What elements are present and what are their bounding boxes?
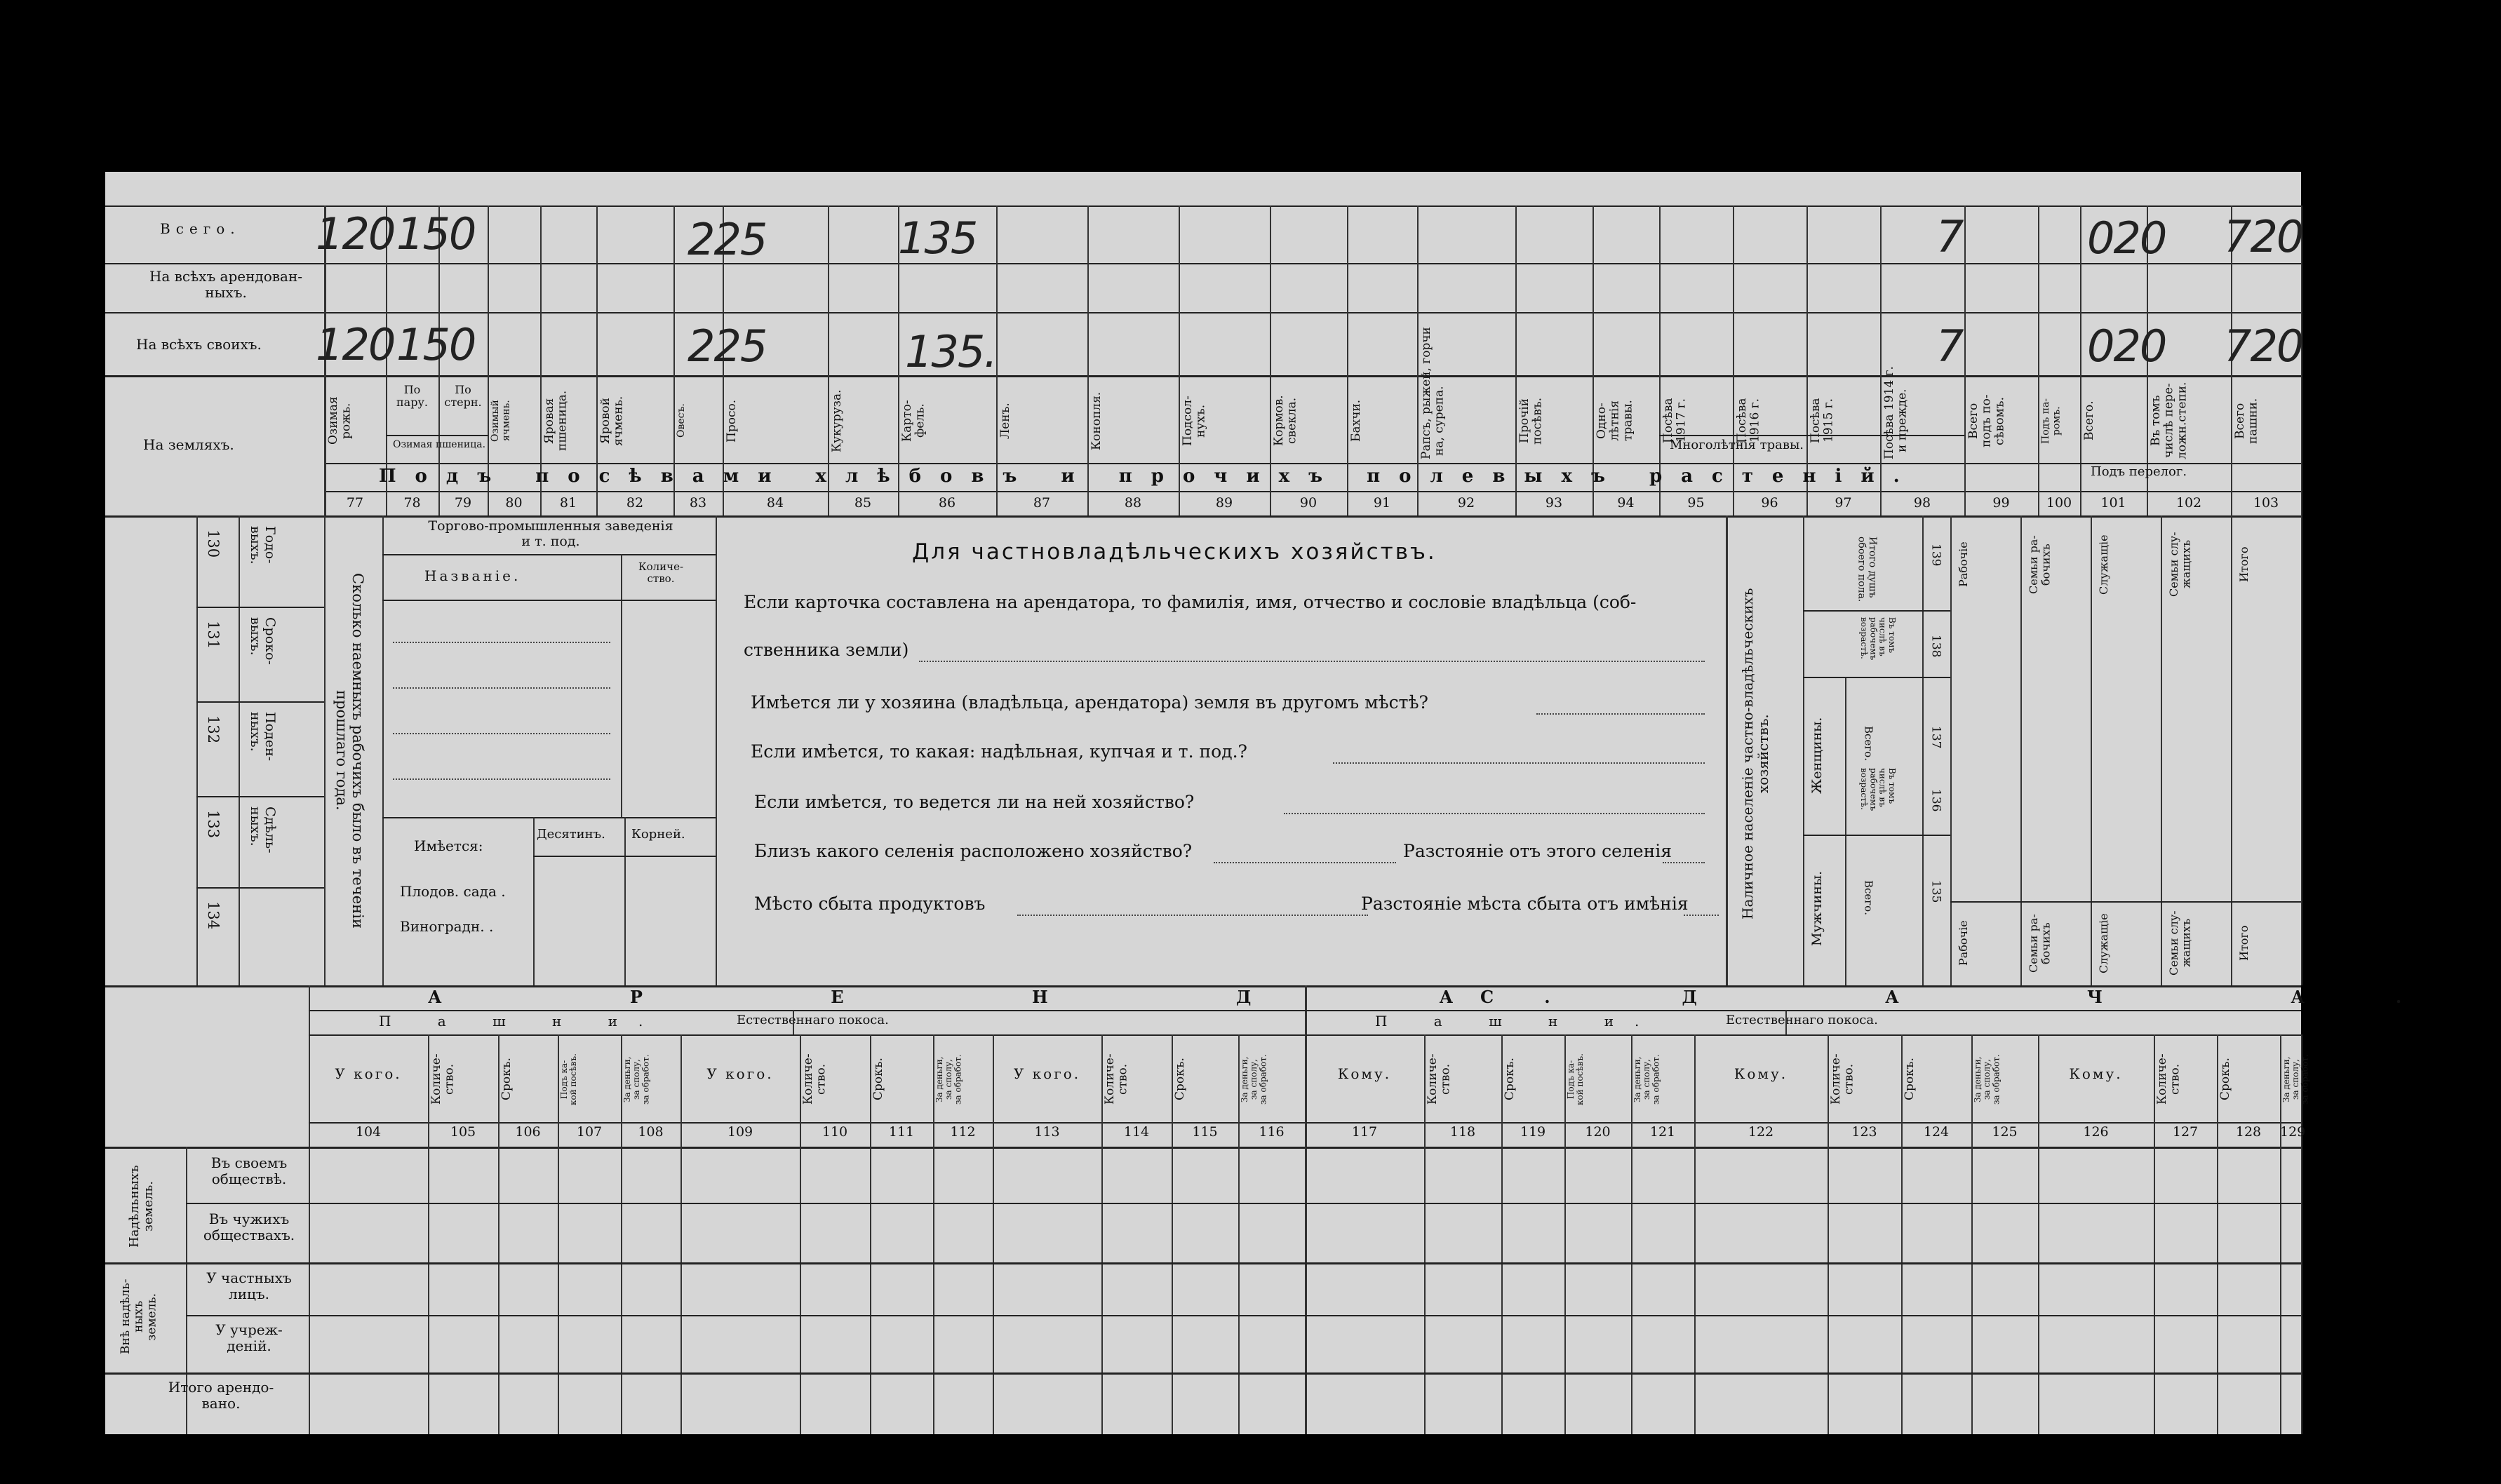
rule (105, 205, 2301, 207)
col-number-100: 100 (2046, 495, 2072, 511)
col-number-98: 98 (1913, 495, 1931, 511)
question-1a: Если карточка составлена на арендатора, то фамилія, имя, отчество и сословіе владѣльца (соб- (744, 592, 1637, 612)
hw-fallow-total: 150 (396, 208, 476, 259)
lease-col-number: 106 (515, 1124, 541, 1140)
workers-caption: Сколько наемныхъ рабочихъ было въ теченіи прошлаго года. (333, 572, 367, 929)
hw-pashnya-total: 720 (2224, 211, 2303, 262)
population-caption: Наличное населеніе частно-владѣльческихъ хозяйствъ. (1739, 588, 1771, 920)
trade-line (393, 642, 610, 643)
col-number-80: 80 (505, 495, 523, 511)
vineyard-label: Виноградн. . (400, 918, 494, 935)
worker-row-number: 130 (205, 529, 222, 558)
col-number-101: 101 (2100, 495, 2126, 511)
question-2: Имѣется ли у хозяина (владѣльца, арендатора) земля въ другомъ мѣстѣ? (751, 692, 1428, 713)
vne-label: Внѣ надѣль- ныхъ земель. (119, 1279, 159, 1355)
worker-row-label: Сдѣль- ныхъ. (247, 807, 278, 854)
rule (793, 1010, 794, 1034)
lease-header-qty: Количе- ство. (801, 1053, 829, 1105)
row-private: У частныхъ лицъ. (206, 1269, 292, 1302)
crop-header-6: Овесъ. (676, 403, 687, 438)
crop-header-20: Посѣва 1915 г. (1809, 398, 1836, 444)
lease-header-whom: Кому. (2069, 1065, 2123, 1082)
col-number-92: 92 (1457, 495, 1475, 511)
lease-header-who: У кого. (1013, 1065, 1081, 1082)
staff-header: Итого (2237, 546, 2251, 583)
lease-col-number: 105 (450, 1124, 476, 1140)
col-number-87: 87 (1033, 495, 1051, 511)
trade-line (393, 687, 610, 689)
lease-header-whom: Кому. (1734, 1065, 1788, 1082)
lease-col-number: 124 (1923, 1124, 1950, 1140)
lease-col-number: 117 (1351, 1124, 1378, 1140)
lease-col-number: 104 (355, 1124, 382, 1140)
staff-header: Семьи ра- бочихъ (2027, 535, 2053, 594)
answer-line (919, 661, 1705, 662)
rule (1803, 677, 1950, 678)
lease-header-qty: Количе- ство. (2155, 1053, 2182, 1105)
answer-line (1214, 862, 1396, 863)
rule (105, 312, 2301, 313)
rule (621, 554, 622, 817)
crop-header-12: Подсол- нухъ. (1181, 396, 1208, 446)
row-label-leased: На всѣхъ арендован- ныхъ. (149, 268, 303, 301)
rule (186, 1315, 2301, 1316)
rule (2080, 205, 2081, 515)
hw-rye-total: 120 (316, 208, 395, 259)
row-label-lands: На земляхъ. (143, 436, 234, 453)
arenda-title: А Р Е Н Д А. (428, 987, 1642, 1007)
staff-header: Семьи слу- жащихъ (2167, 532, 2193, 598)
rule (716, 515, 717, 985)
trade-line (393, 733, 610, 734)
rule (196, 607, 324, 608)
staff-header: Служащіе (2097, 534, 2110, 595)
staff-footer: Рабочіе (1957, 920, 1970, 966)
col-number-93: 93 (1545, 495, 1563, 511)
question-4: Если имѣется, то ведется ли на ней хозяйство? (754, 792, 1195, 812)
worker-row-label: Сроко- выхъ. (247, 617, 278, 665)
women-label: Женщины. (1809, 717, 1825, 795)
lease-col-number: 129 (2280, 1124, 2306, 1140)
pop-col-137: 137 (1929, 726, 1943, 749)
rule (2301, 515, 2302, 985)
lease-header-srok: Срокъ. (1173, 1058, 1187, 1101)
lease-header-dengi: За деньги, за сполу, за обработ. (1973, 1054, 2002, 1105)
rule (2091, 515, 2092, 985)
rule (196, 515, 198, 985)
rule (382, 817, 716, 818)
winter-wheat-label: Озимая пшеница. (393, 439, 486, 450)
row-total-leased: Итого арендо- вано. (168, 1379, 274, 1412)
crop-header-7: Просо. (725, 399, 739, 443)
lease-header-posev: Подъ ка- кой посѣвъ. (559, 1053, 579, 1105)
question-5b: Разстояніе отъ этого селенія (1403, 841, 1672, 861)
arenda-pokos: Естественнаго покоса. (737, 1013, 889, 1027)
row-other-societies: Въ чужихъ обществахъ. (203, 1210, 295, 1243)
hw-sown-own: 7 (1936, 321, 1963, 372)
sdacha-pashni: П а ш н и. (1375, 1013, 1661, 1030)
rule (382, 554, 716, 555)
col-number-85: 85 (854, 495, 872, 511)
rule (186, 1203, 2301, 1204)
rule (105, 1372, 2301, 1375)
row-label-own: На всѣхъ своихъ. (136, 336, 262, 353)
hw-sown-total: 7 (1936, 211, 1963, 262)
col-number-89: 89 (1215, 495, 1233, 511)
rule (1845, 677, 1846, 985)
crop-header-10: Ленъ. (998, 403, 1012, 439)
lease-col-number: 125 (1992, 1124, 2018, 1140)
rule (1964, 205, 1966, 515)
orchard-label: Плодов. сада . (400, 883, 506, 900)
rule (196, 796, 324, 797)
worker-row-label: Годо- выхъ. (247, 526, 278, 565)
lease-col-number: 122 (1748, 1124, 1774, 1140)
rule (1950, 515, 1952, 985)
crop-header-22: Всего подъ по- сѣвомъ. (1966, 394, 2007, 447)
col-number-99: 99 (1992, 495, 2010, 511)
trade-line (393, 778, 610, 780)
lease-header-srok: Срокъ. (1903, 1058, 1917, 1101)
crop-header-9: Карто- фель. (900, 400, 927, 442)
col-number-78: 78 (403, 495, 421, 511)
men-label: Мужчины. (1809, 870, 1825, 946)
perennial-label: Многолѣтнія травы. (1670, 438, 1804, 452)
crop-header-19: Посѣва 1916 г. (1735, 398, 1762, 444)
crop-header-4: Яровая пшеница. (542, 390, 570, 452)
rule (239, 515, 240, 985)
col-number-86: 86 (938, 495, 956, 511)
korney-header: Корней. (631, 827, 685, 842)
crop-header-0: Озимая рожь. (326, 396, 354, 445)
rule (1950, 901, 2301, 903)
staff-footer: Итого (2237, 925, 2251, 962)
has-label: Имѣется: (414, 837, 483, 854)
staff-footer: Семьи слу- жащихъ (2167, 910, 2193, 976)
crop-header-1: По пару. (396, 383, 428, 410)
lease-header-srok: Срокъ. (499, 1058, 514, 1101)
lease-header-dengi: За деньги, за сполу, за обработ. (622, 1054, 651, 1105)
hw-corn-own: 135. (905, 326, 997, 377)
lease-col-number: 108 (638, 1124, 664, 1140)
rule (386, 435, 488, 436)
lease-header-posev: Подъ ка- кой посѣвъ. (1566, 1053, 1585, 1105)
lease-header-qty: Количе- ство. (429, 1053, 457, 1105)
rule (1803, 835, 1950, 836)
rule (533, 856, 716, 857)
lease-header-dengi: За деньги, за сполу, за обработ. (2281, 1054, 2310, 1105)
lease-col-number: 113 (1034, 1124, 1060, 1140)
lease-header-who: У кого. (335, 1065, 402, 1082)
worker-row-label: Поден- ныхъ. (247, 712, 278, 762)
row-own-society: Въ своемъ обществѣ. (210, 1154, 288, 1187)
crop-header-26: Всего пашни. (2233, 398, 2260, 444)
lease-col-number: 120 (1585, 1124, 1611, 1140)
question-1b: ственника земли) (744, 640, 909, 660)
hw-barley-total: 225 (688, 214, 767, 265)
rule (533, 817, 535, 985)
crop-header-11: Конопля. (1089, 391, 1104, 450)
crop-header-2: По стерн. (444, 383, 482, 410)
crop-header-13: Кормов. свекла. (1272, 395, 1299, 447)
pop-col-136: 136 (1929, 789, 1943, 812)
col-number-103: 103 (2253, 495, 2279, 511)
lease-col-number: 119 (1520, 1124, 1546, 1140)
lease-col-number: 127 (2172, 1124, 2199, 1140)
worker-row-number: 133 (205, 810, 222, 839)
crop-header-17: Одно- лѣтнія травы. (1595, 400, 1635, 442)
lease-header-dengi: За деньги, за сполу, за обработ. (1240, 1054, 1268, 1105)
lease-header-dengi: За деньги, за сполу, за обработ. (1632, 1054, 1661, 1105)
lease-header-who: У кого. (706, 1065, 774, 1082)
lease-header-srok: Срокъ. (1503, 1058, 1517, 1101)
question-6: Мѣсто сбыта продуктовъ (754, 893, 986, 914)
lease-col-number: 115 (1192, 1124, 1218, 1140)
fallow-label: Подъ перелог. (2091, 464, 2187, 479)
lease-header-srok: Срокъ. (871, 1058, 885, 1101)
question-3: Если имѣется, то какая: надѣльная, купчая и т. под.? (751, 741, 1247, 762)
col-number-91: 91 (1373, 495, 1391, 511)
rule (1785, 1010, 1787, 1034)
lease-col-number: 110 (822, 1124, 848, 1140)
col-number-88: 88 (1124, 495, 1142, 511)
nadel-label: Надѣльныхъ земель. (127, 1165, 156, 1248)
lease-col-number: 121 (1649, 1124, 1676, 1140)
pop-col-138: 138 (1929, 635, 1943, 658)
rule (196, 985, 324, 987)
rule (105, 1262, 2301, 1264)
rule (382, 600, 716, 601)
arenda-pashni: П а ш н и. (379, 1013, 664, 1030)
answer-line (1284, 813, 1705, 814)
crop-header-25: Въ томъ числѣ пере- ложн.степи. (2149, 382, 2190, 459)
desyatin-header: Десятинъ. (537, 827, 605, 842)
rule (196, 887, 324, 889)
worker-row-number: 131 (205, 621, 222, 649)
col-number-79: 79 (454, 495, 472, 511)
crop-header-15: Рапсъ, рыжей, горчи на, сурепа. (1419, 327, 1447, 459)
lease-col-number: 112 (950, 1124, 976, 1140)
lease-header-srok: Срокъ. (2218, 1058, 2232, 1101)
answer-line (1536, 713, 1705, 715)
rule (324, 463, 2301, 464)
col-number-94: 94 (1617, 495, 1635, 511)
crop-header-5: Яровой ячмень. (598, 396, 626, 446)
rule (309, 985, 310, 1434)
col-number-90: 90 (1299, 495, 1317, 511)
lease-header-qty: Количе- ство. (1103, 1053, 1130, 1105)
rule (1726, 515, 1728, 985)
women-working: Въ томъ числѣ въ рабочемъ возрастѣ. (1859, 617, 1897, 661)
staff-header: Рабочіе (1957, 541, 1970, 588)
rule (2231, 515, 2232, 985)
question-6b: Разстояніе мѣста сбыта отъ имѣнія (1361, 893, 1689, 914)
rule (196, 701, 324, 703)
lease-col-number: 111 (888, 1124, 915, 1140)
crop-header-24: Всего. (2082, 400, 2096, 441)
itogo-dush: Итого душъ обоего пола. (1856, 537, 1878, 602)
rule (624, 817, 626, 985)
rule (105, 263, 2301, 264)
rule (2038, 205, 2039, 515)
col-number-77: 77 (346, 495, 364, 511)
rule (382, 515, 384, 985)
crop-header-21: Посѣва 1914 г. и прежде. (1882, 366, 1910, 459)
crop-header-18: Посѣва 1917 г. (1661, 398, 1689, 444)
col-number-97: 97 (1835, 495, 1852, 511)
staff-footer: Семьи ра- бочихъ (2027, 914, 2053, 973)
row-label-total: Всего. (160, 220, 241, 237)
lease-col-number: 109 (727, 1124, 753, 1140)
lease-header-qty: Количе- ство. (1829, 1053, 1856, 1105)
crop-header-16: Прочій посѣвъ. (1517, 397, 1545, 445)
crop-header-14: Бахчи. (1349, 399, 1363, 443)
trade-name-header: Названіе. (424, 567, 521, 584)
col-number-96: 96 (1761, 495, 1778, 511)
row-institutions: У учреж- деній. (215, 1321, 283, 1354)
lease-col-number: 107 (576, 1124, 603, 1140)
hw-barley-own: 225 (688, 321, 767, 372)
banner-text: Подъ посѣвами хлѣбовъ и прочихъ полевыхъ растеній. (379, 466, 1919, 487)
lease-header-dengi: За деньги, за сполу, за обработ. (934, 1054, 963, 1105)
sdacha-pokos: Естественнаго покоса. (1726, 1013, 1878, 1027)
rule (309, 1010, 2301, 1011)
answer-line (1333, 762, 1705, 764)
lease-col-number: 116 (1259, 1124, 1285, 1140)
hw-perelog-total: 020 (2087, 213, 2166, 264)
hw-rye-own: 120 (316, 319, 395, 370)
rule (324, 491, 2301, 492)
col-number-102: 102 (2175, 495, 2202, 511)
answer-line (1663, 862, 1705, 863)
lease-header-whom: Кому. (1337, 1065, 1392, 1082)
question-5: Близъ какого селенія расположено хозяйство? (754, 841, 1193, 861)
lease-col-number: 123 (1851, 1124, 1877, 1140)
worker-row-number: 132 (205, 715, 222, 744)
trade-title: Торгово-промышленныя заведенія и т. под. (428, 518, 673, 549)
rule (324, 515, 326, 985)
crop-header-3: Озимый ячмень. (490, 400, 512, 442)
men-total: Всего. (1862, 880, 1875, 915)
lease-col-number: 118 (1449, 1124, 1476, 1140)
col-number-95: 95 (1687, 495, 1705, 511)
col-number-82: 82 (626, 495, 644, 511)
lease-col-number: 126 (2083, 1124, 2109, 1140)
col-number-81: 81 (559, 495, 577, 511)
hw-corn-total: 135 (898, 213, 977, 264)
men-working: Въ томъ числѣ въ рабочемъ возрастѣ. (1859, 768, 1897, 811)
pop-col-135: 135 (1929, 880, 1943, 903)
trade-qty-header: Количе- ство. (638, 560, 684, 586)
crop-header-23: Подъ па- ромъ. (2040, 398, 2063, 444)
rule (1659, 435, 1964, 436)
answer-line (1017, 915, 1368, 916)
lease-header-qty: Количе- ство. (1426, 1053, 1453, 1105)
hw-fallow-own: 150 (396, 319, 476, 370)
col-number-83: 83 (689, 495, 707, 511)
worker-row-number: 134 (205, 901, 222, 930)
sdacha-title: С Д А Ч А. (1480, 987, 2493, 1007)
crop-header-8: Кукуруза. (830, 389, 844, 452)
lease-col-number: 114 (1123, 1124, 1150, 1140)
rule (2020, 515, 2022, 985)
rule (2161, 515, 2162, 985)
private-title: Для частновладѣльческихъ хозяйствъ. (912, 539, 1437, 565)
hw-pashnya-own: 720 (2224, 321, 2303, 372)
women-total: Всего. (1862, 726, 1875, 761)
answer-line (1684, 915, 1719, 916)
census-card (105, 172, 2493, 1434)
rule (105, 515, 2301, 518)
rule (105, 375, 2301, 377)
staff-footer: Служащіе (2097, 913, 2110, 973)
pop-col-139: 139 (1929, 544, 1943, 567)
rule (1922, 515, 1924, 985)
col-number-84: 84 (766, 495, 784, 511)
rule (1803, 610, 1950, 612)
rule (1803, 515, 1804, 985)
hw-perelog-own: 020 (2087, 321, 2166, 372)
lease-col-number: 128 (2235, 1124, 2262, 1140)
